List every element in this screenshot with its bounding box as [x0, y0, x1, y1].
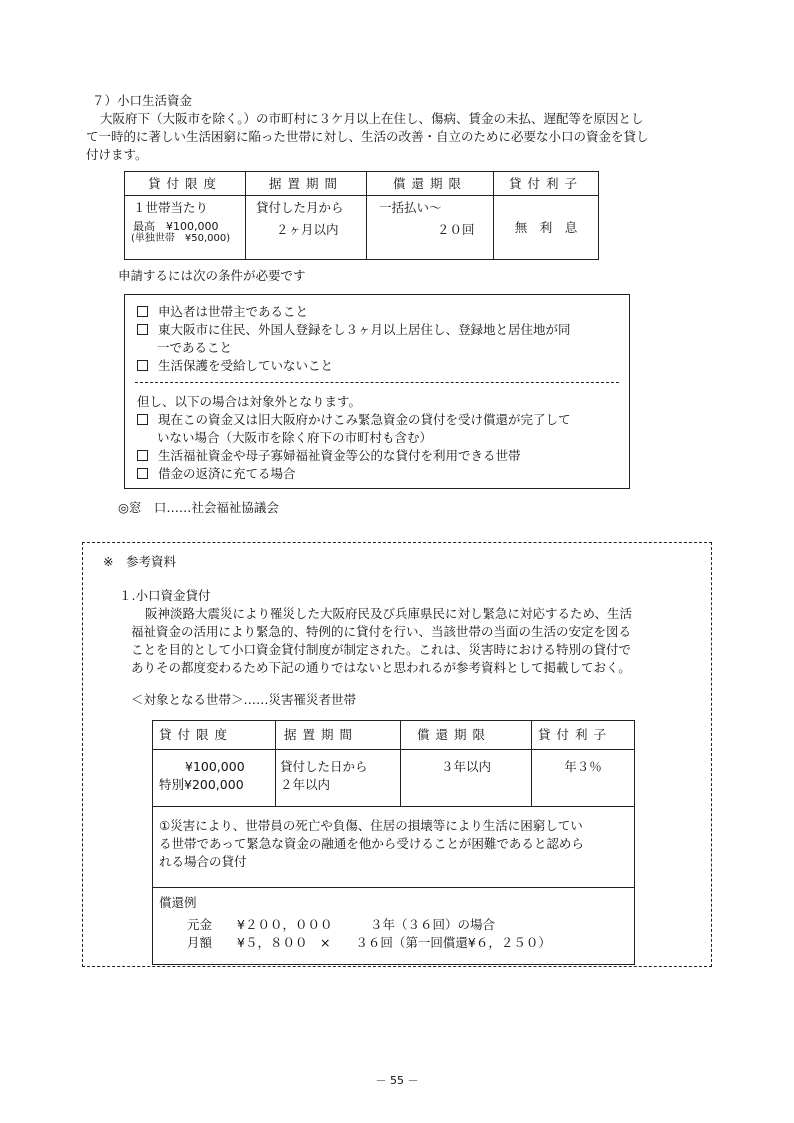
eligibility-note: ①災害により、世帯員の死亡や負傷、住居の損壊等により生活に困窮してい る世帯であって緊急な資金の融通を他から受けることが困難であると認めら れる場合の貸付: [153, 807, 635, 888]
limit-standard: ¥100,000: [185, 759, 245, 774]
repay-count: ２０回: [437, 222, 475, 237]
section-title: ７）小口生活資金: [92, 93, 193, 108]
exception-item: 借金の返済に充てる場合: [137, 465, 296, 483]
checkbox-icon: [137, 306, 148, 317]
conditions-box: [124, 294, 630, 489]
example-principal: 元金 ¥２００，０００ ３年（３６回）の場合: [187, 917, 495, 932]
checkbox-icon: [137, 468, 148, 479]
repay-lump-sum: 一括払い～: [379, 200, 442, 215]
cell-repayment: [401, 750, 532, 807]
deferral-start: 貸付した日から: [280, 759, 368, 774]
repay-period: ３年以内: [440, 759, 491, 774]
exception-item: 現在この資金又は旧大阪府かけこみ緊急資金の貸付を受け償還が完了して: [137, 411, 571, 429]
contact-window: ◎窓 口……社会福祉協議会: [118, 500, 279, 515]
cell-limit: [125, 196, 246, 260]
checkbox-icon: [137, 324, 148, 335]
checkbox-icon: [137, 414, 148, 425]
example-monthly: 月額 ¥５，８００ × ３６回（第一回償還¥６，２５０）: [187, 935, 551, 950]
checkbox-icon: [137, 450, 148, 461]
limit-per-household: １世帯当たり: [133, 200, 209, 215]
header-interest: 貸付利子: [532, 721, 635, 750]
section-description: [86, 110, 730, 164]
reference-line: ことを目的として小口資金貸付制度が制定された。これは、災害時における特別の貸付で: [131, 642, 632, 657]
repayment-example: [153, 888, 635, 965]
conditions-label: 申請するには次の条件が必要です: [118, 268, 306, 283]
cell-interest: 無 利 息: [494, 196, 599, 260]
condition-item-continued: 一であること: [157, 340, 233, 355]
exception-item: 生活福祉資金や母子寡婦福祉資金等公的な貸付を利用できる世帯: [137, 447, 521, 465]
divider: [135, 382, 619, 383]
exception-intro: 但し、以下の場合は対象外となります。: [137, 394, 362, 409]
reference-line: 福祉資金の活用により緊急的、特例的に貸付を行い、当該世帯の当面の生活の安定を図る: [131, 624, 632, 639]
cell-deferral: [246, 196, 367, 260]
deferral-period: ２ヶ月以内: [276, 222, 339, 237]
page-number: － 55 －: [375, 1074, 419, 1087]
condition-item: 東大阪市に住民、外国人登録をし３ヶ月以上居住し、登録地と居住地が同: [137, 321, 571, 339]
reference-heading: ※ 参考資料: [103, 554, 176, 569]
header-limit: 貸付限度: [153, 721, 276, 750]
condition-item: 生活保護を受給していないこと: [137, 357, 333, 375]
exception-item-continued: いない場合（大阪市を除く府下の市町村も含む）: [157, 430, 433, 445]
description-line: て一時的に著しい生活困窮に陥った世帯に対し、生活の改善・自立のために必要な小口の資金を貸し: [86, 129, 649, 144]
reference-line: 阪神淡路大震災により罹災した大阪府民及び兵庫県民に対し緊急に対応するため、生活: [145, 606, 633, 621]
reference-line: ありその都度変わるため下記の通りではないと思われるが参考資料として掲載しておく。: [131, 660, 631, 675]
header-limit: 貸付限度: [125, 172, 246, 196]
header-repayment: 償還期限: [367, 172, 494, 196]
deferral-start: 貸付した月から: [256, 200, 344, 215]
header-interest: 貸付利子: [494, 172, 599, 196]
interest-rate: 年３％: [564, 759, 602, 774]
checkbox-icon: [137, 360, 148, 371]
deferral-period: ２年以内: [280, 777, 331, 792]
limit-special: 特別¥200,000: [159, 777, 244, 792]
loan-terms-table: [124, 171, 599, 260]
header-repayment: 償還期限: [401, 721, 532, 750]
header-deferral: 据置期間: [246, 172, 367, 196]
disaster-loan-table: [152, 720, 635, 965]
condition-item: 申込者は世帯主であること: [137, 303, 308, 321]
reference-subheading: １.小口資金貸付: [119, 588, 211, 603]
limit-single: (単独世帯 ¥50,000): [131, 233, 231, 244]
example-title: 償還例: [159, 895, 197, 910]
cell-interest: [532, 750, 635, 807]
description-line: 大阪府下（大阪市を除く。）の市町村に３ケ月以上在住し、傷病、賃金の未払、遅配等を原因とし: [100, 111, 644, 126]
description-line: 付けます。: [86, 147, 148, 162]
cell-limit: [153, 750, 276, 807]
cell-deferral: [276, 750, 401, 807]
target-households: ＜対象となる世帯＞……災害罹災者世帯: [131, 692, 357, 707]
header-deferral: 据置期間: [276, 721, 401, 750]
cell-repayment: [367, 196, 494, 260]
limit-max: 最高 ¥100,000: [133, 220, 219, 233]
